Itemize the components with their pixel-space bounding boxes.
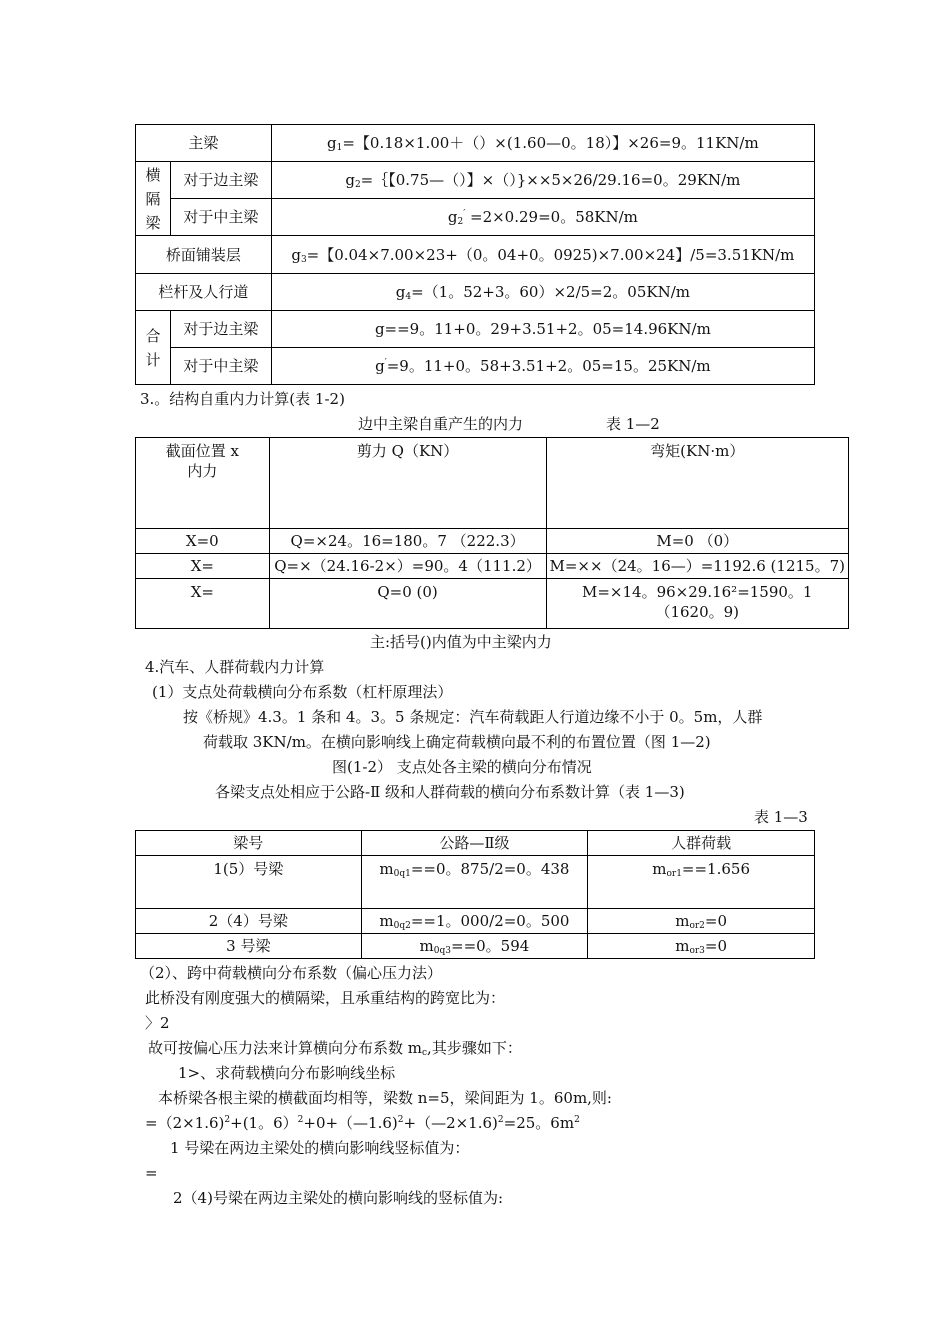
table-row bbox=[136, 909, 815, 934]
section-5-para7: 1 号梁在两边主梁处的横向影响线竖标值为： bbox=[170, 1139, 470, 1157]
cross-mid-label: 对于中主梁 bbox=[170, 199, 271, 236]
table-2-number: 表 1—2 bbox=[606, 415, 660, 433]
row-moment: M=×14。96×29.16²=1590。1 （1620。9) bbox=[546, 579, 849, 629]
cross-edge-label: 对于边主梁 bbox=[170, 162, 271, 199]
table-row bbox=[136, 934, 815, 959]
row-crowd: $m_{or1}==1.656$ bbox=[588, 856, 815, 909]
row-beam: 3 号梁 bbox=[136, 934, 362, 959]
row-x: X= bbox=[136, 554, 270, 579]
header-shear: 剪力 Q（KN） bbox=[269, 438, 546, 529]
table-row bbox=[136, 856, 815, 909]
row-moment: M=0 （0） bbox=[546, 529, 849, 554]
table-2-caption: 边中主梁自重产生的内力 bbox=[358, 415, 524, 433]
section-5-para8: = bbox=[145, 1164, 158, 1182]
total-label: 合 计 bbox=[136, 311, 171, 385]
section-4-heading: 4.汽车、人群荷载内力计算 bbox=[145, 658, 325, 676]
table-row bbox=[136, 554, 849, 579]
section-4-para1: 按《桥规》4.3。1 条和 4。3。5 条规定：汽车荷载距人行道边缘不小于 0。5m，人群 bbox=[183, 708, 763, 726]
deck-label: 桥面铺装层 bbox=[136, 236, 272, 274]
main-beam-label: 主梁 bbox=[136, 125, 272, 162]
total-mid-formula: g′=9。11+0。58+3.51+2。05=15。25KN/m bbox=[271, 348, 814, 385]
section-5-sub2: （2）、跨中荷载横向分布系数（偏心压力法） bbox=[140, 964, 443, 982]
row-x: X=0 bbox=[136, 529, 270, 554]
row-shear: Q=×（24.16-2×）=90。4（111.2） bbox=[269, 554, 546, 579]
section-5-para3: 故可按偏心压力法来计算横向分布系数 $m_c$,其步骤如下： bbox=[148, 1039, 522, 1058]
table-row bbox=[136, 529, 849, 554]
total-edge-formula: g==9。11+0。29+3.51+2。05=14.96KN/m bbox=[271, 311, 814, 348]
header-moment: 弯矩(KN·m） bbox=[546, 438, 849, 529]
deck-formula: $g_3=$【0.04×7.00×23+（0。04+0。0925)×7.00×24】/5=3.51KN/m bbox=[271, 236, 814, 274]
table-2-note: 主:括号()内值为中主梁内力 bbox=[370, 633, 552, 651]
row-crowd: $m_{or3}=0$ bbox=[588, 934, 815, 959]
figure-caption: 图(1-2） 支点处各主梁的横向分布情况 bbox=[332, 758, 592, 776]
rail-formula: $g_4=(1$。52+3。60）×2/5=2。05KN/m bbox=[271, 274, 814, 311]
section-5-para2: 〉2 bbox=[145, 1014, 170, 1032]
row-moment: M=××（24。16—）=1192.6 (1215。7) bbox=[546, 554, 849, 579]
rail-label: 栏杆及人行道 bbox=[136, 274, 272, 311]
header-road: 公路—Ⅱ级 bbox=[361, 831, 588, 856]
internal-force-table bbox=[135, 437, 849, 629]
total-edge-label: 对于边主梁 bbox=[170, 311, 271, 348]
section-5-para6: =（2×1.6)$^2$+(1。6）$^2$+0+（—1.6)$^2$+（—2×1.6)$^2$=25。$6m^2$ bbox=[145, 1114, 580, 1132]
table-row bbox=[136, 579, 849, 629]
cross-mid-formula: $g_2' =2\times 0.29=0$。58KN/m bbox=[271, 199, 814, 236]
section-5-para4: 1>、求荷载横向分布影响线坐标 bbox=[178, 1064, 396, 1082]
row-road: $m_{0q1}==0$。875/2=0。438 bbox=[361, 856, 588, 909]
main-beam-formula: $g_1=$【0.18×1.00＋（）×(1.60—0。18）】×26=9。11KN/m bbox=[271, 125, 814, 162]
cross-edge-formula: $g_2=\{$【0.75—（）】×（）}××5×26/29.16=0。29KN/m bbox=[271, 162, 814, 199]
section-5-para5: 本桥梁各根主梁的横截面均相等，梁数 n=5，梁间距为 1。60m,则: bbox=[158, 1089, 612, 1107]
table-3-caption: 各梁支点处相应于公路-Ⅱ 级和人群荷载的横向分布系数计算（表 1—3) bbox=[215, 783, 685, 801]
dead-load-table bbox=[135, 124, 815, 385]
table-3-number: 表 1—3 bbox=[754, 808, 808, 826]
row-crowd: $m_{or2}=0$ bbox=[588, 909, 815, 934]
row-beam: 2（4）号梁 bbox=[136, 909, 362, 934]
row-x: X= bbox=[136, 579, 270, 629]
cross-beam-label: 横 隔 梁 bbox=[136, 162, 171, 236]
header-position: 截面位置 x 内力 bbox=[136, 438, 270, 529]
header-crowd: 人群荷载 bbox=[588, 831, 815, 856]
section-4-sub1: (1）支点处荷载横向分布系数（杠杆原理法） bbox=[152, 683, 453, 701]
total-mid-label: 对于中主梁 bbox=[170, 348, 271, 385]
section-5-para9: 2（4)号梁在两边主梁处的横向影响线的竖标值为: bbox=[173, 1189, 503, 1207]
row-road: $m_{0q2}==1$。000/2=0。500 bbox=[361, 909, 588, 934]
row-road: $m_{0q3}==0$。594 bbox=[361, 934, 588, 959]
header-beam: 梁号 bbox=[136, 831, 362, 856]
distribution-coefficient-table bbox=[135, 830, 815, 959]
section-3-heading: 3.。结构自重内力计算(表 1-2) bbox=[140, 390, 345, 408]
section-4-para2: 荷载取 3KN/m。在横向影响线上确定荷载横向最不利的布置位置（图 1—2) bbox=[203, 733, 711, 751]
row-beam: 1(5）号梁 bbox=[136, 856, 362, 909]
section-5-para1: 此桥没有刚度强大的横隔梁，且承重结构的跨宽比为： bbox=[145, 989, 506, 1007]
row-shear: Q=×24。16=180。7 （222.3） bbox=[269, 529, 546, 554]
row-shear: Q=0 (0) bbox=[269, 579, 546, 629]
